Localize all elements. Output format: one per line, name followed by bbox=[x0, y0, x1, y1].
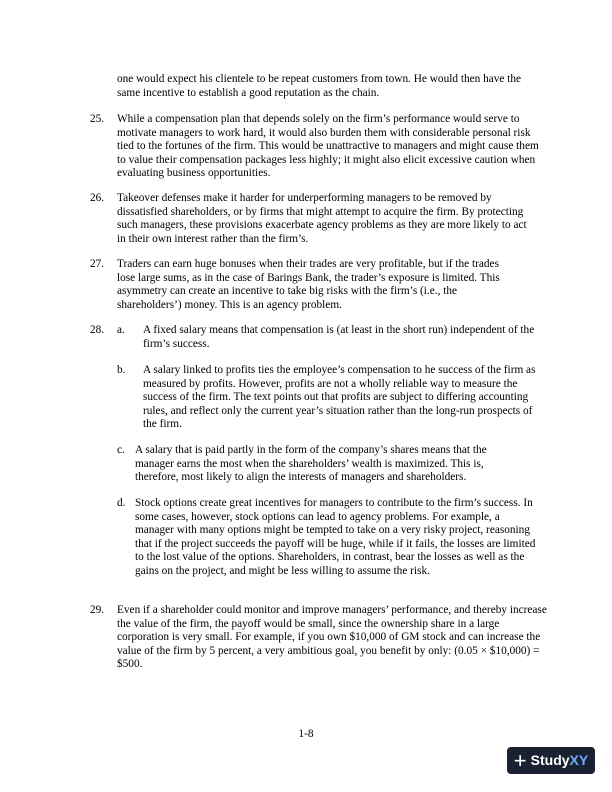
brand-accent: XY bbox=[569, 751, 589, 768]
item-number: 27. bbox=[90, 258, 105, 270]
item-number: 29. bbox=[90, 604, 105, 616]
brand-main: Study bbox=[530, 751, 570, 768]
item-number: 25. bbox=[90, 113, 105, 125]
item-paragraph: While a compensation plan that depends solely on the firm’s performance would serve to motivate managers to work hard, it would also burden them with considerable personal risk tied to the fortunes of the firm. This would be unattractive to managers and might cause them to value their compensation packages less highly; it might also elicit excessive caution when evaluating business opportunities. bbox=[117, 113, 539, 179]
subitem-paragraph: A salary that is paid partly in the form of the company’s shares means that the manager earns the most when the shareholders’ wealth is maximized. This is, therefore, most likely to align the interests of managers and shareholders. bbox=[135, 444, 487, 483]
item-number: 26. bbox=[90, 192, 105, 204]
subitem-label: a. bbox=[117, 324, 125, 336]
continuation-paragraph: one would expect his clientele to be repeat customers from town. He would then have the same incentive to establish a good reputation as the chain. bbox=[117, 73, 522, 99]
page-number: 1-8 bbox=[298, 728, 314, 740]
item-paragraph: Takeover defenses make it harder for underperforming managers to be removed by dissatisfied shareholders, or by firms that might attempt to acquire the firm. By protecting such managers, these provisions exacerbate agency problems as they are more likely to act in their own interest rather than the firm’s. bbox=[117, 192, 527, 245]
item-paragraph: Even if a shareholder could monitor and improve managers’ performance, and thereby increase the value of the firm, the payoff would be small, since the ownership share in a large corporation is very small. For example, if you own $10,000 of GM stock and can increase the value of the firm by 5 percent, a very ambitious goal, you benefit by only: (0.05 × $10,000) = $500. bbox=[117, 604, 547, 670]
subitem-label: b. bbox=[117, 364, 126, 376]
item-number: 28. bbox=[90, 324, 105, 336]
studyxy-badge[interactable] bbox=[507, 747, 595, 774]
subitem-paragraph: A salary linked to profits ties the employee’s compensation to he success of the firm as measured by profits. However, profits are not a wholly reliable way to measure the success of the firm. The text points out that profits are subject to differing accounting rules, and reflect only the current year’s situation rather than the long-run prospects of the firm. bbox=[143, 364, 536, 430]
subitem-paragraph: A fixed salary means that compensation is (at least in the short run) independent of the firm’s success. bbox=[143, 324, 535, 350]
subitem-label: d. bbox=[117, 497, 126, 509]
subitem-label: c. bbox=[117, 444, 125, 456]
item-paragraph: Traders can earn huge bonuses when their trades are very profitable, but if the trades lose large sums, as in the case of Barings Bank, the trader’s exposure is limited. This asymmetry can create an incentive to take big risks with the firm’s (i.e., the shareholders’) money. This is an agency problem. bbox=[117, 258, 500, 311]
plus-icon: + bbox=[513, 747, 527, 773]
subitem-paragraph: Stock options create great incentives for managers to contribute to the firm’s success. In some cases, however, stock options can lead to agency problems. For example, a manager with many options might be tempted to take on a very risky project, reasoning that if the project succeeds the payoff will be huge, while if it fails, the losses are limited to the lost value of the options. Shareholders, in contrast, bear the losses as well as the gains on the project, and might be less willing to assume the risk. bbox=[135, 497, 536, 577]
